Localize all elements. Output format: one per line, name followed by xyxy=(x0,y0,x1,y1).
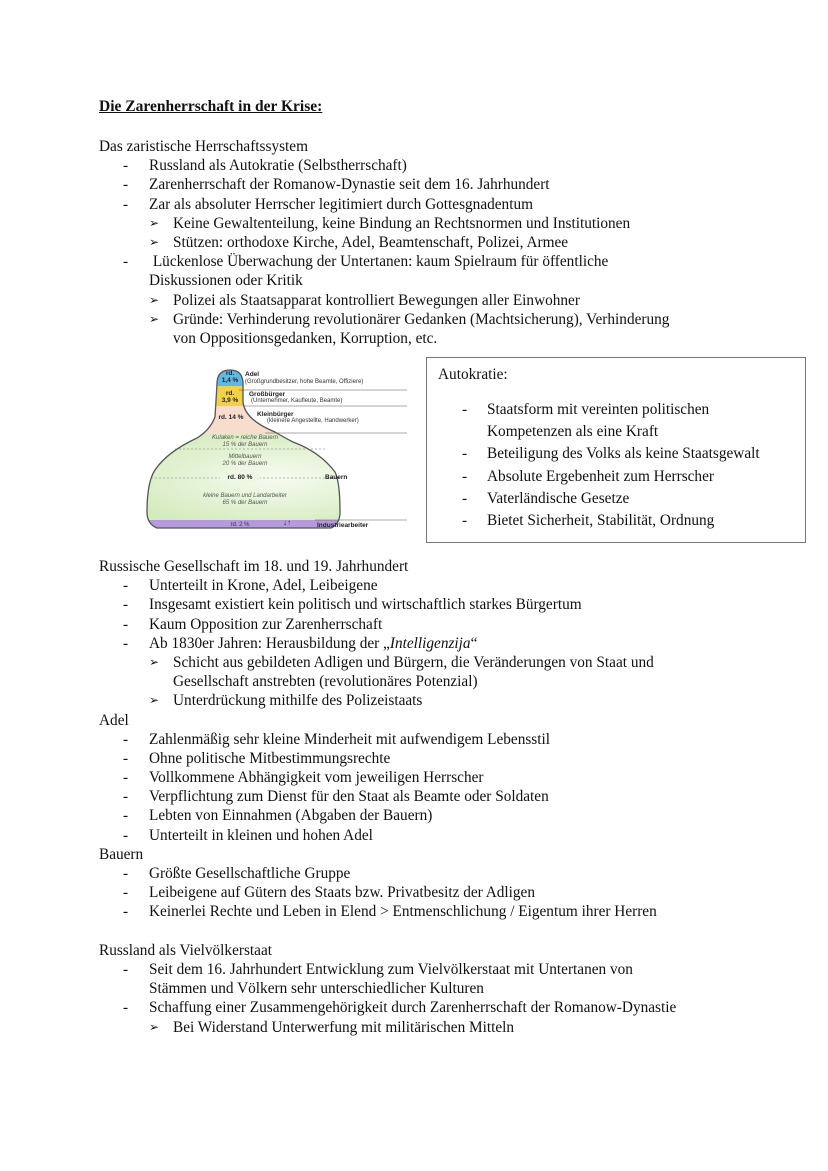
list-item: - Zahlenmäßig sehr kleine Minderheit mit aufwendigem Lebensstil xyxy=(99,730,799,749)
box-list-item: - Vaterländische Gesetze xyxy=(427,488,805,510)
box-list-item: - Absolute Ergebenheit zum Herrscher xyxy=(427,466,805,488)
list-item: - Leibeigene auf Gütern des Staats bzw. Privatbesitz der Adligen xyxy=(99,883,799,902)
grossbuerger-percent: rd. 3,9 % xyxy=(221,390,239,404)
mittelbauern-percent: 20 % der Bauern xyxy=(222,461,268,467)
sub-list-item: ➢ Keine Gewaltenteilung, keine Bindung an Rechtsnormen und Institutionen xyxy=(99,214,799,233)
box-list-item: - Staatsform mit vereinten politischen xyxy=(427,399,805,421)
autokratie-box xyxy=(426,357,806,543)
list-item: - Insgesamt existiert kein politisch und wirtschaftlich starkes Bürgertum xyxy=(99,595,799,614)
bauern-percent: rd. 80 % xyxy=(220,474,260,481)
sub-list-item-continuation: von Oppositionsgedanken, Korruption, etc. xyxy=(173,329,438,347)
list-item: - Unterteilt in kleinen und hohen Adel xyxy=(99,826,799,845)
section-heading: Das zaristische Herrschaftssystem xyxy=(99,138,308,155)
grossbuerger-label: Großbürger xyxy=(249,391,286,398)
kleinbauern-percent: 65 % der Bauern xyxy=(222,500,268,506)
section-heading: Russische Gesellschaft im 18. und 19. Jahrhundert xyxy=(99,558,409,575)
sub-list-item: ➢ Unterdrückung mithilfe des Polizeistaats xyxy=(99,691,799,710)
sub-list-item: ➢ Stützen: orthodoxe Kirche, Adel, Beamtenschaft, Polizei, Armee xyxy=(99,233,799,252)
sub-list-item: ➢ Schicht aus gebildeten Adligen und Bürgern, die Veränderungen von Staat und xyxy=(99,653,799,672)
list-item: - Kaum Opposition zur Zarenherrschaft xyxy=(99,615,799,634)
list-item: - Ohne politische Mitbestimmungsrechte xyxy=(99,749,799,768)
list-item: - Zarenherrschaft der Romanow-Dynastie seit dem 16. Jahrhundert xyxy=(99,175,799,194)
list-item: - Vollkommene Abhängigkeit vom jeweiligen Herrscher xyxy=(99,768,799,787)
box-list-item: - Beteiligung des Volks als keine Staatsgewalt xyxy=(427,443,805,465)
pyramid-shape xyxy=(135,362,420,540)
box-list-item-continuation: Kompetenzen als eine Kraft xyxy=(487,423,659,441)
section-heading-bauern: Bauern xyxy=(99,845,144,863)
up-down-arrows-icon: ↓↑ xyxy=(283,518,291,527)
autokratie-title: Autokratie: xyxy=(438,366,508,383)
sub-list-item: ➢ Polizei als Staatsapparat kontrolliert Bewegungen aller Einwohner xyxy=(99,291,799,310)
sub-list-item-continuation: Gesellschaft anstrebten (revolutionäres Potenzial) xyxy=(173,673,478,691)
box-list-item: - Bietet Sicherheit, Stabilität, Ordnung xyxy=(427,510,805,532)
list-item: - Russland als Autokratie (Selbstherrschaft) xyxy=(99,156,799,175)
list-item: - Schaffung einer Zusammengehörigkeit durch Zarenherrschaft der Romanow-Dynastie xyxy=(99,998,799,1017)
industrie-percent: rd. 2 % xyxy=(230,522,250,528)
section-heading-adel: Adel xyxy=(99,711,129,729)
list-item: - Verpflichtung zum Dienst für den Staat als Beamte oder Soldaten xyxy=(99,787,799,806)
kulaken-label: Kulaken = reiche Bauern xyxy=(212,435,278,441)
list-item: - Lückenlose Überwachung der Untertanen: kaum Spielraum für öffentliche xyxy=(99,252,799,271)
adel-label: Adel xyxy=(245,371,260,378)
bauern-label: Bauern xyxy=(325,474,348,481)
kleinbuerger-label: Kleinbürger xyxy=(257,411,294,418)
kulaken-percent: 15 % der Bauern xyxy=(222,442,268,448)
industriearbeiter-label: Industriearbeiter xyxy=(317,522,369,529)
kleinbuerger-percent: rd. 14 % xyxy=(218,414,244,421)
section-heading-vielvoelkerstaat: Russland als Vielvölkerstaat xyxy=(99,941,272,959)
list-item-continuation: Diskussionen oder Kritik xyxy=(149,272,303,290)
sub-list-item: ➢ Gründe: Verhinderung revolutionärer Gedanken (Machtsicherung), Verhinderung xyxy=(99,310,799,329)
adel-desc: (Großgrundbesitzer, hohe Beamte, Offiziere) xyxy=(245,379,364,385)
list-item: - Seit dem 16. Jahrhundert Entwicklung zum Vielvölkerstaat mit Untertanen von xyxy=(99,960,799,979)
section-herrschaftssystem xyxy=(99,137,799,348)
grossbuerger-desc: (Unternehmer, Kaufleute, Beamte) xyxy=(251,398,343,404)
section-gesellschaft xyxy=(99,557,799,1037)
list-item: - Keinerlei Rechte und Leben in Elend > Entmenschlichung / Eigentum ihrer Herren xyxy=(99,902,799,921)
adel-percent: rd. 1,4 % xyxy=(221,370,239,384)
list-item: - Unterteilt in Krone, Adel, Leibeigene xyxy=(99,576,799,595)
list-item-continuation: Stämmen und Völkern sehr unterschiedlicher Kulturen xyxy=(149,980,484,998)
list-item: - Zar als absoluter Herrscher legitimiert durch Gottesgnadentum xyxy=(99,195,799,214)
list-item: - Ab 1830er Jahren: Herausbildung der „Intelligenzija“ xyxy=(99,634,799,653)
list-item: - Größte Gesellschaftliche Gruppe xyxy=(99,864,799,883)
list-item: - Lebten von Einnahmen (Abgaben der Bauern) xyxy=(99,806,799,825)
kleinbauern-label: kleine Bauern und Landarbeiter xyxy=(203,493,287,499)
society-pyramid-diagram xyxy=(135,362,420,540)
sub-list-item: ➢ Bei Widerstand Unterwerfung mit militärischen Mitteln xyxy=(99,1018,799,1037)
kleinbuerger-desc: (kleinere Angestellte, Handwerker) xyxy=(267,418,359,424)
mittelbauern-label: Mittelbauern xyxy=(228,454,262,460)
page-title: Die Zarenherrschaft in der Krise: xyxy=(99,98,323,115)
